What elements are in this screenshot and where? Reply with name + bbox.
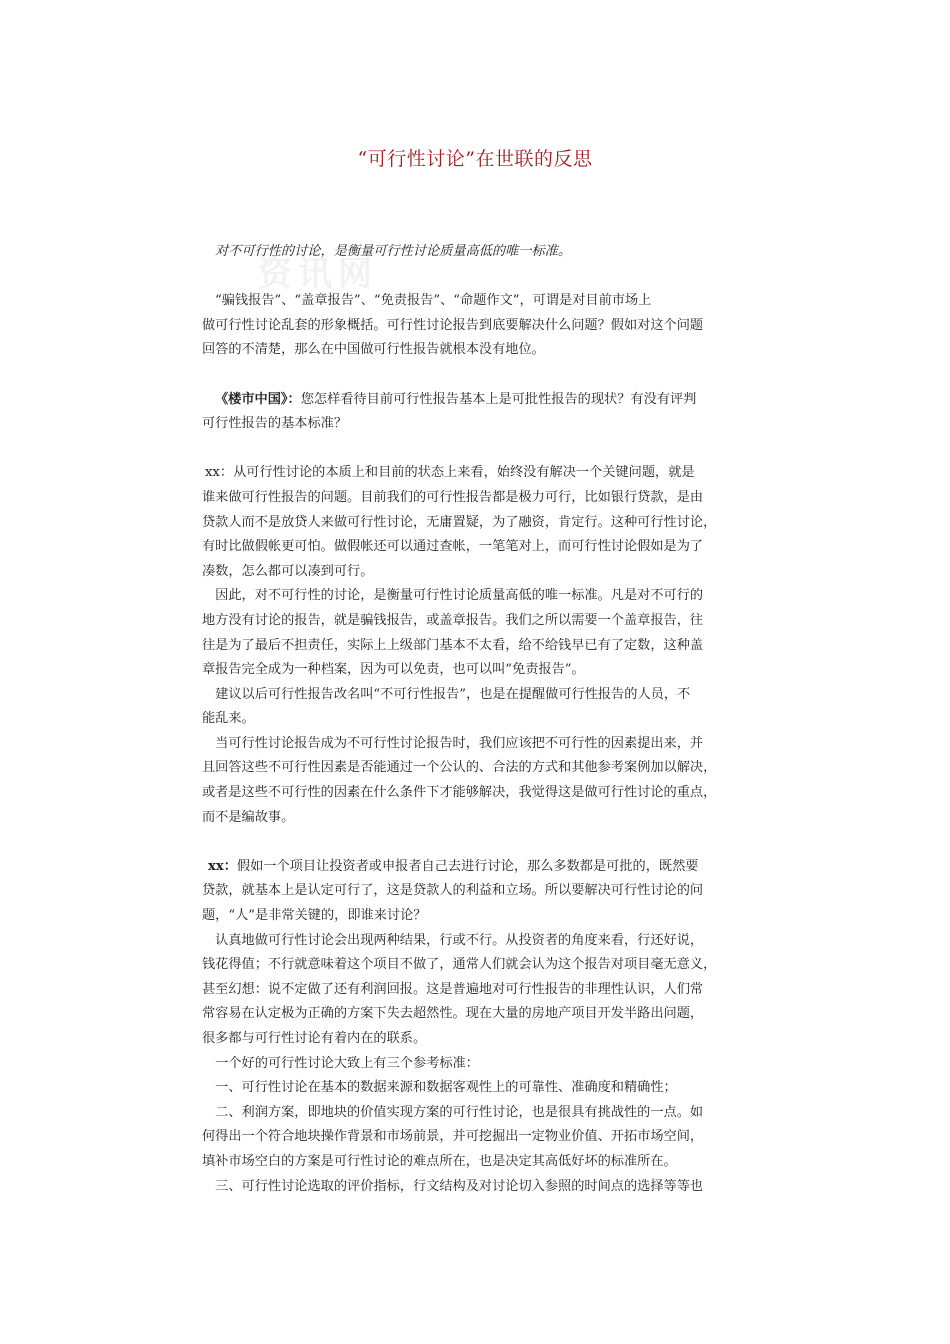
question-1 [202,388,754,437]
answer-line: 能乱来。 [202,711,255,727]
answer-line: 填补市场空白的方案是可行性讨论的难点所在，也是决定其高低好坏的标准所在。 [202,1153,677,1169]
answer-line: 甚至幻想：说不定做了还有利润回报。这是普遍地对可行性报告的非理性认识，人们常 [202,981,704,997]
paragraph-gap [202,437,754,462]
question-speaker: 《楼市中国》： [215,391,301,407]
answer-line: 且回答这些不可行性因素是否能通过一个公认的、合法的方式和其他参考案例加以解决， [202,760,717,776]
answer-line: 钱花得值；不行就意味着这个项目不做了，通常人们就会认为这个报告对项目毫无意义， [202,957,717,973]
answer-1 [202,461,754,830]
question-first-line [202,388,754,413]
intro-line: 做可行性讨论乱套的形象概括。可行性讨论报告到底要解决什么问题？假如对这个问题 [202,317,704,333]
answer-line: 地方没有讨论的报告，就是骗钱报告，或盖章报告。我们之所以需要一个盖章报告，往 [202,612,704,628]
answer-line: 往是为了最后不担责任，实际上上级部门基本不太看，给不给钱早已有了定数，这种盖 [202,637,704,653]
answer-line: 何得出一个符合地块操作背景和市场前景，并可挖掘出一定物业价值、开拓市场空间， [202,1129,704,1145]
answer-line: 当可行性讨论报告成为不可行性讨论报告时，我们应该把不可行性的因素提出来，并 [202,735,704,751]
intro-paragraph [202,289,754,363]
paragraph-gap [202,363,754,388]
page-title: “可行性讨论”在世联的反思 [357,148,593,170]
answer-2 [202,855,754,1199]
answer-line: 或者是这些不可行性的因素在什么条件下才能够解决，我觉得这是做可行性讨论的重点， [202,785,717,801]
answer-line: 因此，对不可行性的讨论，是衡量可行性讨论质量高低的唯一标准。凡是对不可行的 [202,588,704,604]
answer-line: 三、可行性讨论选取的评价指标，行文结构及对讨论切入参照的时间点的选择等等也 [202,1178,704,1194]
paragraph-gap [202,265,754,290]
intro-line: “骗钱报告”、“盖章报告”、“免责报告”、“命题作文”，可谓是对目前市场上 [215,293,652,309]
question-line: 可行性报告的基本标准？ [202,416,348,432]
answer-line: 贷款人而不是放贷人来做可行性讨论，无庸置疑，为了融资，肯定行。这种可行性讨论， [202,514,717,530]
answer-first-line [202,461,754,486]
answer-speaker: xx： [208,858,237,874]
watermark-text: 资讯网 [258,254,378,294]
answer-line: 贷款，就基本上是认定可行了，这是贷款人的利益和立场。所以要解决可行性讨论的问 [202,883,704,899]
article-body [202,240,754,1199]
answer-line: 凑数，怎么都可以凑到可行。 [202,563,374,579]
intro-line: 回答的不清楚，那么在中国做可行性报告就根本没有地位。 [202,342,545,358]
answer-text: 从可行性讨论的本质上和目前的状态上来看，始终没有解决一个关键问题，就是 [233,465,695,481]
answer-line: 认真地做可行性讨论会出现两种结果，行或不行。从投资者的角度来看，行还好说， [202,932,704,948]
answer-line: 章报告完全成为一种档案，因为可以免责，也可以叫“免责报告”。 [202,662,585,678]
answer-line: 一、可行性讨论在基本的数据来源和数据客观性上的可靠性、准确度和精确性； [202,1080,677,1096]
answer-line: 建议以后可行性报告改名叫“不可行性报告”，也是在提醒做可行性报告的人员，不 [202,686,691,702]
answer-line: 谁来做可行性报告的问题。目前我们的可行性报告都是极力可行，比如银行贷款，是由 [202,489,704,505]
answer-line: 常容易在认定极为正确的方案下失去超然性。现在大量的房地产项目开发半路出问题， [202,1006,704,1022]
answer-speaker: xx： [205,465,234,481]
answer-line: 有时比做假帐更可怕。做假帐还可以通过查帐，一笔笔对上，而可行性讨论假如是为了 [202,539,704,555]
answer-line: 一个好的可行性讨论大致上有三个参考标准： [202,1055,479,1071]
paragraph-gap [202,830,754,855]
answer-text: 假如一个项目让投资者或申报者自己去进行讨论，那么多数都是可批的，既然要 [236,858,699,874]
lead-sentence: 对不可行性的讨论，是衡量可行性讨论质量高低的唯一标准。 [215,244,572,259]
answer-line: 二、利润方案，即地块的价值实现方案的可行性讨论，也是很具有挑战性的一点。如 [202,1104,704,1120]
answer-line: 很多都与可行性讨论有着内在的联系。 [202,1031,427,1046]
answer-line: 题，“人”是非常关键的，即谁来讨论？ [202,908,427,924]
question-text: 您怎样看待目前可行性报告基本上是可批性报告的现状？有没有评判 [300,391,697,407]
answer-first-line [202,855,754,880]
answer-line: 而不是编故事。 [202,809,295,825]
